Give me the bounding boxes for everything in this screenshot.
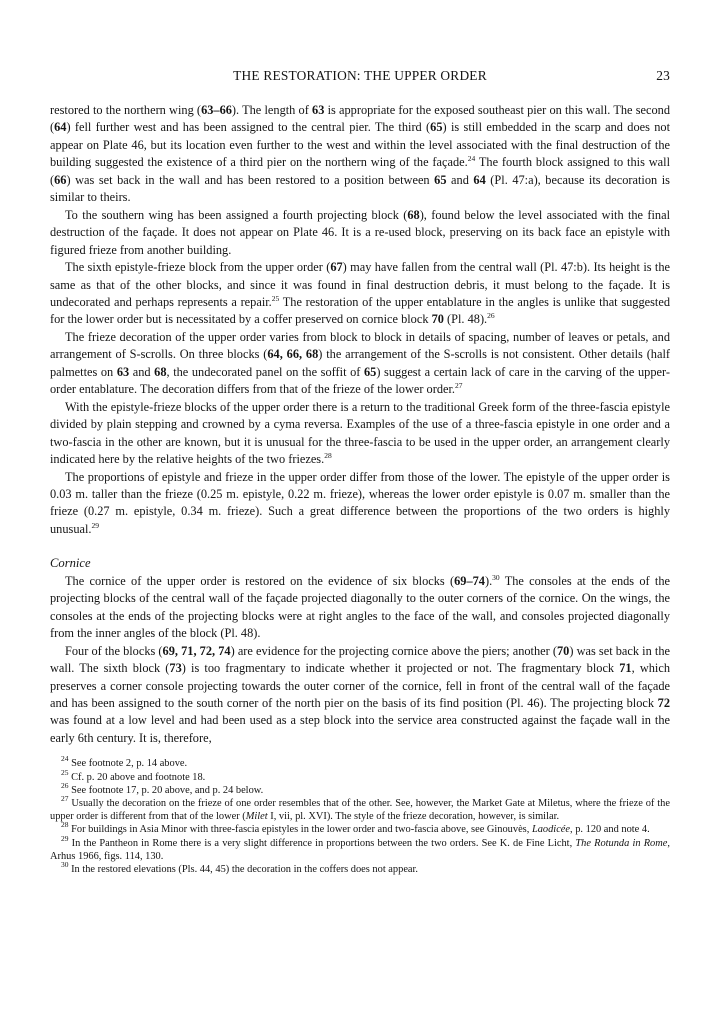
paragraph: The sixth epistyle-frieze block from the upper order (67) may have fallen from the central wall (Pl. 47:b). Its height is the same as that of the other blocks, and since it was found in final destruction debris, it must belong to the façade. It is undecorated and perhaps represents a repair.$^{25}$ The restoration of the upper entablature in the angles is unlike that suggested for the lower order but is necessitated by a coffer preserved on cornice block 70 (Pl. 48).$^{26}$: [50, 260, 670, 327]
running-title: THE RESTORATION: THE UPPER ORDER: [233, 68, 487, 83]
paragraph: Four of the blocks (69, 71, 72, 74) are evidence for the projecting cornice above the piers; another (70) was set back in the wall. The sixth block (73) is too fragmentary to indicate whether it projected or not. The fragmentary block 71, which preserves a corner console projecting towards the outer corner of the cornice, fell in front of the central wall of the façade and has been assigned to the south corner of the north pier on the basis of its find position (Pl. 46). The projecting block 72 was found at a low level and had been used as a step block into the service area constructed against the façade wall in the early 6th century. It is, therefore,: [50, 643, 670, 745]
section-heading: Cornice: [50, 556, 91, 571]
paragraph: The proportions of epistyle and frieze in the upper order differ from those of the lower. The epistyle of the upper order is 0.03 m. taller than the frieze (0.25 m. epistyle, 0.22 m. frieze), whereas the lower order epistyle is 0.07 m. smaller than the frieze (0.27 m. epistyle, 0.34 m. frieze). Such a great difference between the proportions of the two orders is highly unusual.$^{29}$: [50, 469, 670, 536]
footnote: $^{27}$ Usually the decoration on the frieze of one order resembles that of the other. See, however, the Market Gate at Miletus, where the frieze of the upper order is different from that of the lower (Milet I, vii, pl. XVI). The style of the frieze decoration, however, is similar.: [50, 793, 670, 823]
paragraph: restored to the northern wing (63–66). The length of 63 is appropriate for the exposed southeast pier on this wall. The second (64) fell further west and has been assigned to the central pier. The third (65) is still embedded in the scarp and does not appear on Plate 46, but its location even further to the west and within the level associated with the final destruction of the building suggested the existence of a third pier on the northern wing of the façade.$^{24}$ The fourth block assigned to this wall (66) was set back in the wall and has been restored to a position between 65 and 64 (Pl. 47:a), because its decoration is similar to theirs.: [50, 103, 671, 205]
footnote: $^{25}$ Cf. p. 20 above and footnote 18.: [61, 767, 206, 783]
footnotes: [50, 754, 670, 876]
paragraph: To the southern wing has been assigned a fourth projecting block (68), found below the level associated with the final destruction of the façade. It does not appear on Plate 46. It is a re-used block, preserving on its back face an epistyle with figured frieze from another building.: [50, 207, 670, 257]
footnote: $^{30}$ In the restored elevations (Pls. 44, 45) the decoration in the coffers does not appear.: [61, 859, 419, 875]
footnote: $^{28}$ For buildings in Asia Minor with three-fascia epistyles in the lower order and two-fascia above, see Ginouvès, Laodicée, p. 120 and note 4.: [61, 820, 650, 836]
running-head: [50, 68, 670, 88]
body-text: [50, 102, 670, 747]
document-page: [50, 68, 670, 876]
footnote: $^{29}$ In the Pantheon in Rome there is a very slight difference in proportions between the two orders. See K. de Fine Licht, The Rotunda in Rome, Arhus 1966, figs. 114, 130.: [50, 833, 670, 862]
paragraph: With the epistyle-frieze blocks of the upper order there is a return to the traditional Greek form of the three-fascia epistyle divided by plain stepping and crowned by a cyma reversa. Examples of the use of a three-fascia epistyle in one order and a two-fascia in the other are known, but it is unusual for the three-fascia to be used in the upper order, an arrangement clearly indicated here by the relative heights of the two friezes.$^{28}$: [50, 399, 670, 467]
paragraph: The cornice of the upper order is restored on the evidence of six blocks (69–74).$^{30}$ The consoles at the ends of the projecting blocks of the central wall of the façade projected diagonally to the outer corners of the cornice. On the wings, the consoles at the ends of the projecting blocks were at right angles to the face of the wall, and consoles projected diagonally from the inner angles of the block (Pl. 48).: [50, 572, 670, 641]
page-number: 23: [656, 68, 670, 83]
footnote: $^{24}$ See footnote 2, p. 14 above.: [61, 754, 188, 770]
paragraph: The frieze decoration of the upper order varies from block to block in details of spacing, number of leaves or petals, and arrangement of S-scrolls. On three blocks (64, 66, 68) the arrangement of the S-scrolls is not consistent. Other details (half palmettes on 63 and 68, the undecorated panel on the soffit of 65) suggest a certain lack of care in the carving of the upper-order entablature. The decoration differs from that of the frieze of the lower order.$^{27}$: [50, 329, 670, 397]
footnote: $^{26}$ See footnote 17, p. 20 above, and p. 24 below.: [61, 780, 264, 796]
